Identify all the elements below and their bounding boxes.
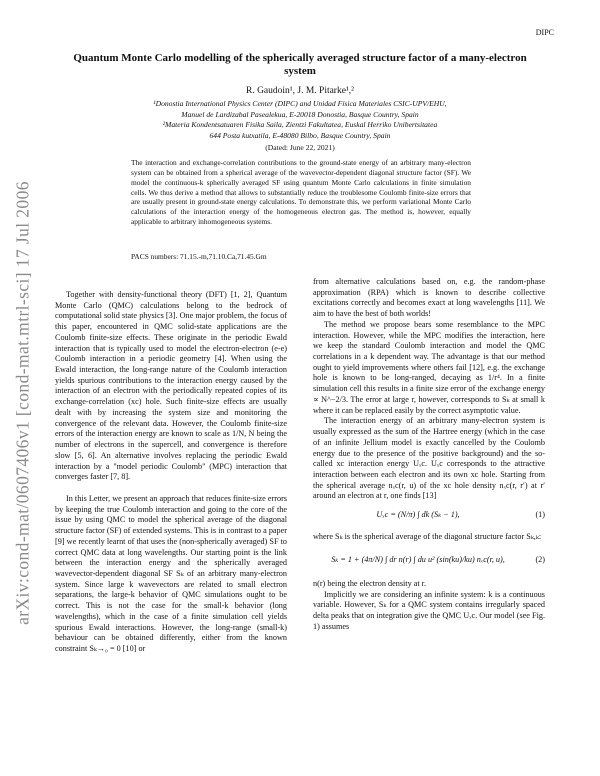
affiliation-line: ²Materia Kondentsatuaren Fisika Saila, Zientzi Fakultatea, Euskal Herriko Unibertsitatea	[162, 120, 438, 129]
arxiv-stamp	[8, 150, 38, 655]
paper-title: Quantum Monte Carlo modelling of the spherically averaged structure factor of a many-electron system	[73, 52, 527, 77]
body-paragraph: from alternative calculations based on, e.g. the random-phase approximation (RPA) which is known to describe collective excitations correctly and becomes exact at long wavelengths [11]. We aim to have the best of both worlds!	[313, 277, 545, 319]
body-paragraph: n(r) being the electron density at r.	[313, 578, 426, 588]
author-list: R. Gaudoin¹, J. M. Pitarke¹,²	[245, 86, 355, 96]
right-column	[313, 277, 545, 632]
body-paragraph: where Sₖ is the spherical average of the diagonal structure factor Sₖ,ₖ:	[313, 532, 542, 542]
body-paragraph: Together with density-functional theory (DFT) [1, 2], Quantum Monte Carlo (QMC) calculations belong to the bedrock of computational solid state physics [3]. One major problem, the focus of this paper, encountered in QMC solid-state applications are the Coulomb finite-size effects. These originate in the periodic Ewald interaction that is typically used to model the electron-electron (e-e) Coulomb interaction in a periodic geometry [4]. When using the Ewald interaction, the long-range nature of the Coulomb interaction yields spurious contributions to the interaction energy caused by the interaction of an electron with the periodically repeated copies of its exchange-correlation (xc) hole. Such finite-size effects are usually dealt with by increasing the system size and monitoring the convergence of the relevant data. However, the Coulomb finite-size errors of the interaction energy are known to scale as 1/N, N being the number of electrons in the supercell, and convergence is therefore slow [5, 6]. An alternative involves replacing the periodic Ewald interaction by a "model periodic Coulomb" (MPC) interaction that converges faster [7, 8].	[55, 290, 287, 482]
running-header: DIPC	[535, 28, 554, 37]
arxiv-stamp-text: arXiv:cond-mat/0607406v1 [cond-mat.mtrl-sci] 17 Jul 2006	[12, 180, 33, 625]
equation-2	[313, 547, 545, 575]
affiliations	[90, 99, 510, 141]
affiliation-line: Manuel de Lardizabal Pasealekua, E-20018 Donostia, Basque Country, Spain	[181, 109, 419, 119]
equation-number: (1)	[535, 510, 545, 520]
abstract: The interaction and exchange-correlation contributions to the ground-state energy of an arbitrary many-electron system can be obtained from a spherical average of the wavevector-dependent diagonal structure factor (SF). We model the continuous-k spherically averaged SF using quantum Monte Carlo calculations in finite simulation cells. We thus derive a method that allows to substantially reduce the troublesome Coulomb finite-size errors that are usually present in ground-state energy calculations. To demonstrate this, we perform variational Monte Carlo calculations of the interaction energy of the homogeneous electron gas. The method is, however, equally applicable to arbitrary inhomogeneous systems.	[131, 158, 471, 227]
equation-1	[313, 506, 545, 528]
pacs-numbers: PACS numbers: 71.15.-m,71.10.Ca,71.45.Gm	[131, 252, 267, 261]
affiliation-line: 644 Posta kutxatila, E-48080 Bilbo, Basque Country, Spain	[209, 130, 391, 140]
equation-body: Uₓc = (N/π) ∫ dk (Sₖ − 1),	[376, 510, 460, 520]
body-paragraph: In this Letter, we present an approach that reduces finite-size errors by keeping the true Coulomb interaction and going to the core of the issue by using QMC to model the spherical average of the diagonal structure factor (SF) of extended systems. This is in contrast to a paper [9] we recently learnt of that uses the (non-spherically averaged) SF to correct QMC data at long wavelengths. Our starting point is the link between the interaction energy and the spherically averaged wavevector-dependent diagonal SF Sₖ of an arbitrary many-electron system. Since large k wavevectors are related to small electron separations, the large-k behavior of QMC simulations ought to be correct. This is not the case for the small-k behavior (long wavelengths), which in the case of a finite simulation cell yields spurious Ewald interactions. However, the long-range (small-k) behaviour can be obtained differently, either from the known constraint Sₖ→₀ = 0 [10] or	[55, 493, 287, 653]
body-paragraph: Implicitly we are considering an infinite system: k is a continuous variable. However, Sₖ for a QMC system contains irregularly spaced delta peaks that on integration give the QMC Uₓc. Our model (see Fig. 1) assumes	[313, 589, 545, 631]
date-line: (Dated: June 22, 2021)	[265, 143, 335, 152]
body-paragraph: The interaction energy of an arbitrary many-electron system is usually expressed as the sum of the Hartree energy (which in the case of an infinite Jellium model is exactly cancelled by the Coulomb energy due to the presence of the positive background) and the so-called xc interaction energy Uₓc. Uₓc corresponds to the attractive interaction between each electron and its own xc hole. Starting from the spherical average nₓc(r, u) of the xc hole density nₓc(r, r′) at r′ around an electron at r, one finds [13]	[313, 416, 545, 501]
equation-number: (2)	[535, 554, 545, 564]
equation-body: Sₖ = 1 + (4π/N) ∫ dr n(r) ∫ du u² (sin(ku)/ku) nₓc(r, u),	[331, 554, 505, 564]
body-paragraph: The method we propose bears some resemblance to the MPC interaction. However, while the MPC modifies the interaction, here we keep the standard Coulomb interaction and model the QMC correlations in a k dependent way. The advantage is that our method ought to yield improvements where others fail [12], e.g. the exchange hole is known to be long-ranged, decaying as 1/r⁴. In a finite simulation cell this results in a finite size error of the exchange energy ∝ N^−2/3. The error at large r, however, corresponds to Sₖ at small k where it can be replaced easily by the correct asymptotic value.	[313, 319, 545, 415]
affiliation-line: ¹Donostia International Physics Center (DIPC) and Unidad Física Materiales CSIC-UPV/EHU,	[153, 99, 447, 108]
left-column	[55, 290, 287, 655]
